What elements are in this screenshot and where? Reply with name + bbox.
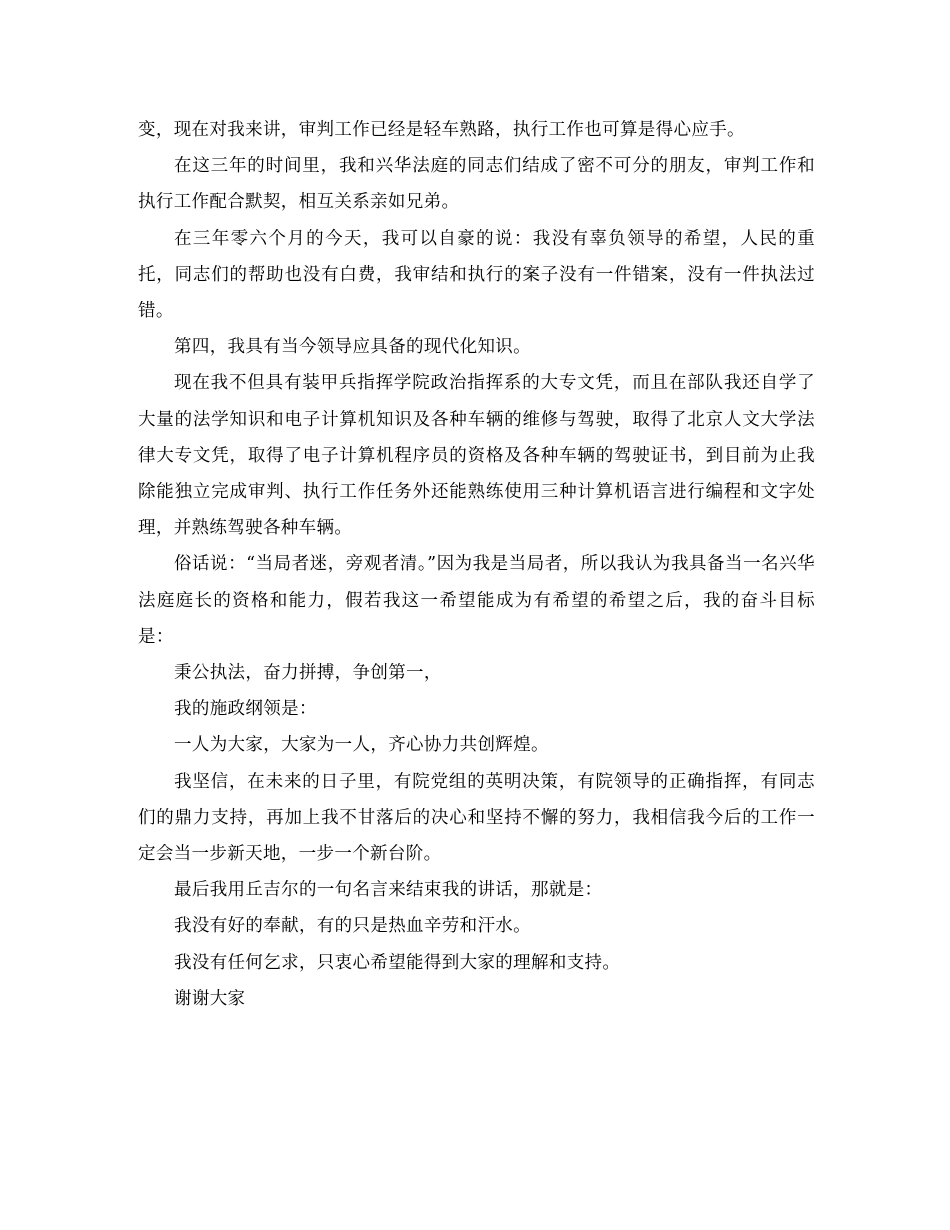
paragraph: 在这三年的时间里，我和兴华法庭的同志们结成了密不可分的朋友，审判工作和执行工作配合默契，相互关系亲如兄弟。 <box>138 156 815 213</box>
document-body <box>138 112 815 1017</box>
paragraph: 我没有任何乞求，只衷心希望能得到大家的理解和支持。 <box>174 952 621 973</box>
paragraph: 我的施政纲领是： <box>174 699 317 720</box>
paragraph: 现在我不但具有装甲兵指挥学院政治指挥系的大专文凭，而且在部队我还自学了大量的法学知识和电子计算机知识及各种车辆的维修与驾驶，取得了北京人文大学法律大专文凭，取得了电子计算机程序员的资格及各种车辆的驾驶证书，到目前为止我除能独立完成审判、执行工作任务外还能熟练使用三种计算机语言进行编程和文字处理，并熟练驾驶各种车辆。 <box>138 373 815 539</box>
paragraph: 第四，我具有当今领导应具备的现代化知识。 <box>174 337 531 358</box>
paragraph: 谢谢大家 <box>174 988 246 1009</box>
paragraph: 秉公执法，奋力拼搏，争创第一， <box>174 663 442 684</box>
paragraph: 我没有好的奉献，有的只是热血辛劳和汗水。 <box>174 916 531 937</box>
paragraph: 最后我用丘吉尔的一句名言来结束我的讲话，那就是： <box>174 880 603 901</box>
paragraph: 俗话说：“当局者迷，旁观者清。”因为我是当局者，所以我认为我具备当一名兴华法庭庭长的资格和能力，假若我这一希望能成为有希望的希望之后，我的奋斗目标是： <box>138 554 815 647</box>
paragraph: 一人为大家，大家为一人，齐心协力共创辉煌。 <box>174 735 549 756</box>
paragraph-continued: 变，现在对我来讲，审判工作已经是轻车熟路，执行工作也可算是得心应手。 <box>138 120 745 140</box>
paragraph: 在三年零六个月的今天，我可以自豪的说：我没有辜负领导的希望，人民的重托，同志们的帮助也没有白费，我审结和执行的案子没有一件错案，没有一件执法过错。 <box>138 228 815 322</box>
paragraph: 我坚信，在未来的日子里，有院党组的英明决策，有院领导的正确指挥，有同志们的鼎力支持，再加上我不甘落后的决心和坚持不懈的努力，我相信我今后的工作一定会当一步新天地，一步一个新台阶。 <box>138 771 815 865</box>
